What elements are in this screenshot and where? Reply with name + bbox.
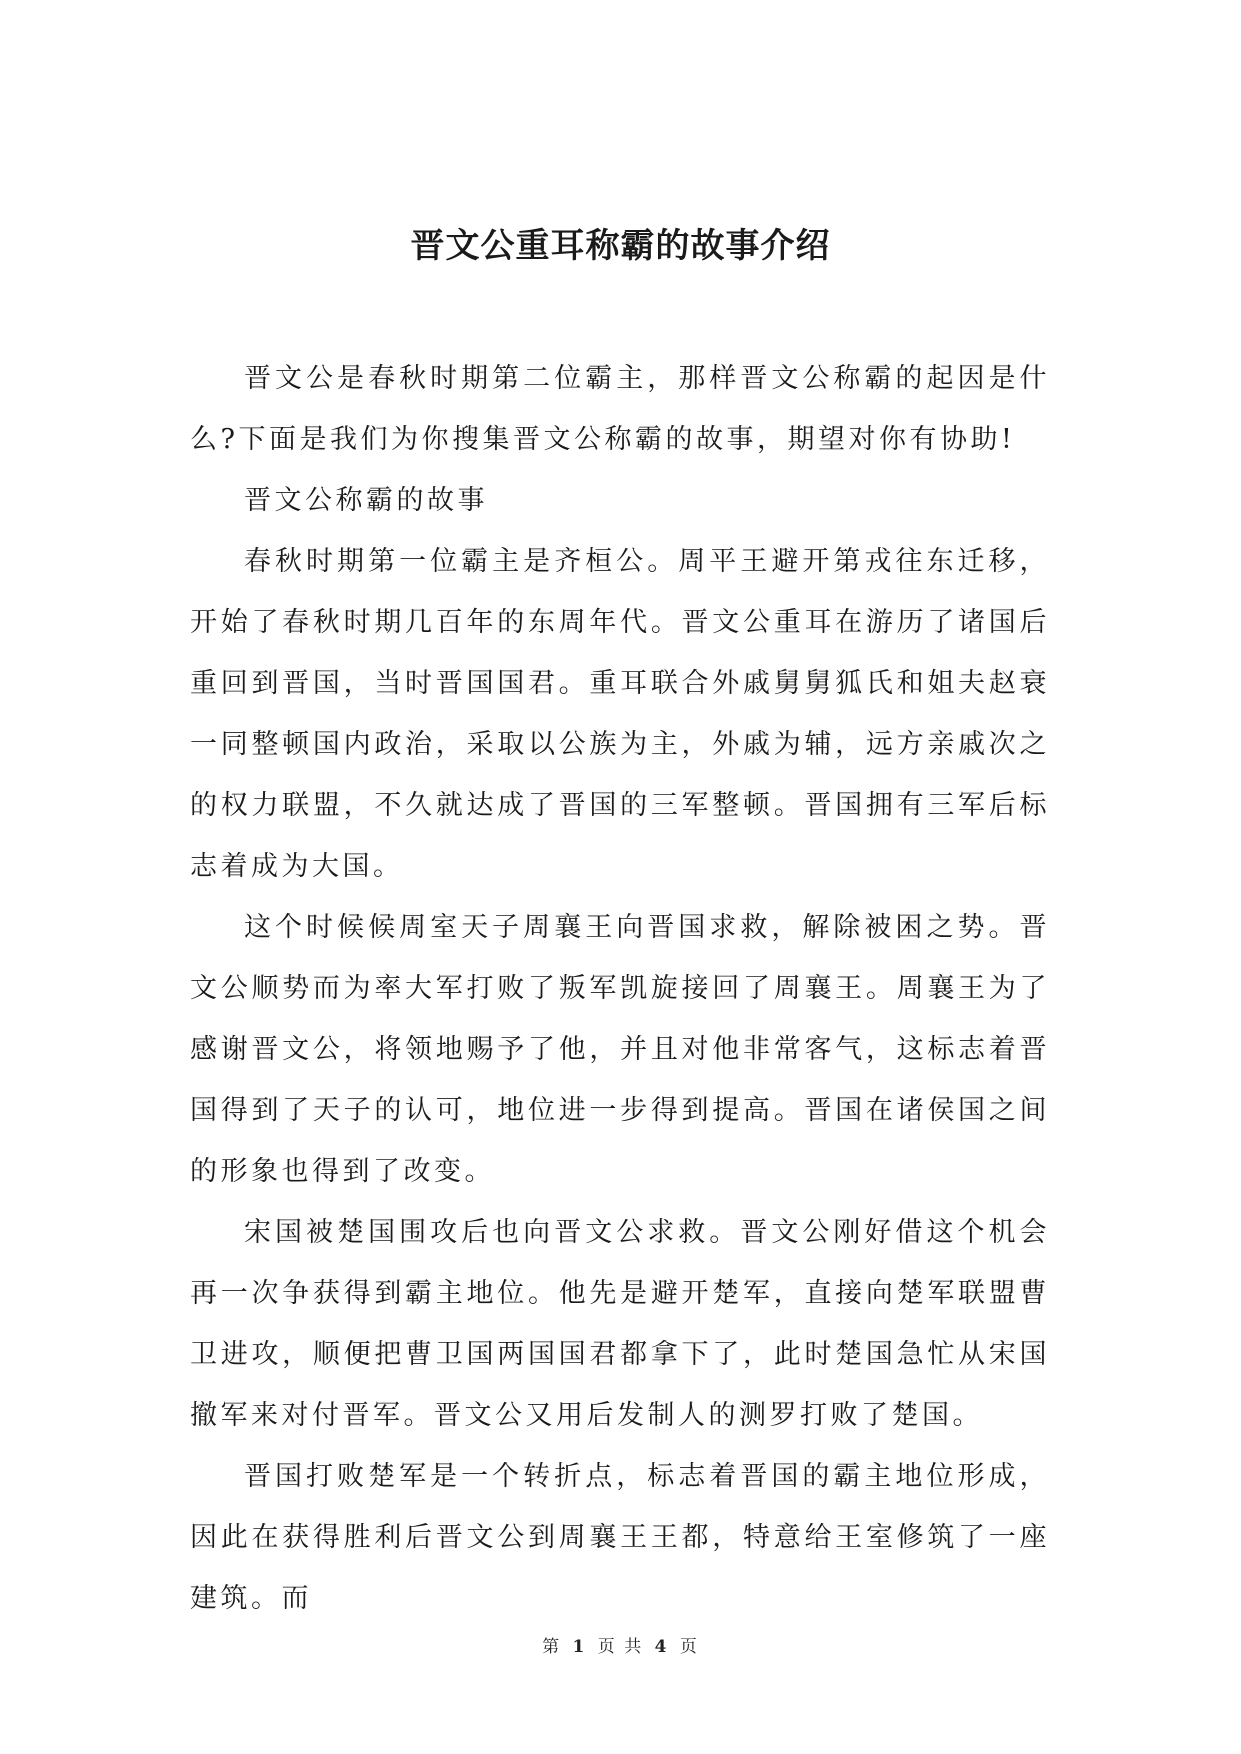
document-title: 晋文公重耳称霸的故事介绍 — [410, 226, 831, 266]
body-paragraph: 晋国打败楚军是一个转折点，标志着晋国的霸主地位形成，因此在获得胜利后晋文公到周襄王王都，特意给王室修筑了一座建筑。而 — [190, 1461, 1050, 1614]
section-heading: 晋文公称霸的故事 — [244, 485, 488, 516]
footer-prefix: 第 — [542, 1637, 562, 1657]
page-footer — [0, 1632, 1241, 1657]
footer-middle: 页 共 — [597, 1637, 644, 1657]
document-body — [190, 348, 1050, 1629]
footer-suffix: 页 — [679, 1637, 699, 1657]
body-paragraph: 这个时候候周室天子周襄王向晋国求救，解除被困之势。晋文公顺势而为率大军打败了叛军凯旋接回了周襄王。周襄王为了感谢晋文公，将领地赐予了他，并且对他非常客气，这标志着晋国得到了天子的认可，地位进一步得到提高。晋国在诸侯国之间的形象也得到了改变。 — [190, 912, 1050, 1187]
total-pages-number: 4 — [654, 1637, 669, 1657]
body-paragraph: 春秋时期第一位霸主是齐桓公。周平王避开第戎往东迁移，开始了春秋时期几百年的东周年代。晋文公重耳在游历了诸国后重回到晋国，当时晋国国君。重耳联合外戚舅舅狐氏和姐夫赵衰一同整顿国内政治，采取以公族为主，外戚为辅，远方亲戚次之的权力联盟，不久就达成了晋国的三军整顿。晋国拥有三军后标志着成为大国。 — [190, 546, 1050, 882]
body-paragraph: 宋国被楚国围攻后也向晋文公求救。晋文公刚好借这个机会再一次争获得到霸主地位。他先是避开楚军，直接向楚军联盟曹卫进攻，顺便把曹卫国两国国君都拿下了，此时楚国急忙从宋国撤军来对付晋军。晋文公又用后发制人的测罗打败了楚国。 — [190, 1217, 1050, 1431]
intro-paragraph: 晋文公是春秋时期第二位霸主，那样晋文公称霸的起因是什么?下面是我们为你搜集晋文公称霸的故事，期望对你有协助! — [190, 363, 1050, 455]
current-page-number: 1 — [572, 1637, 587, 1657]
